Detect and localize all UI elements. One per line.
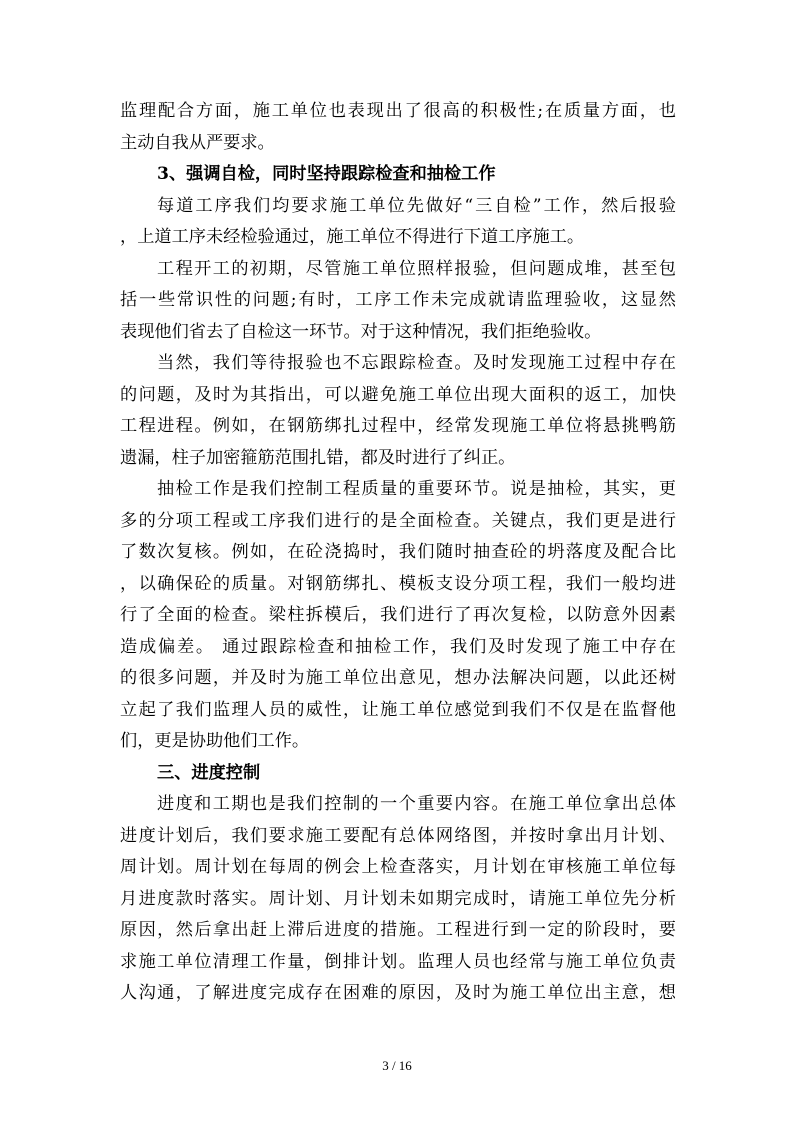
section-heading: 三、进度控制 <box>157 762 261 783</box>
text-line: 每道工序我们均要求施工单位先做好“三自检”工作，然后报验 <box>157 195 676 216</box>
text-line: ，以确保砼的质量。对钢筋绑扎、模板支设分项工程，我们一般均进 <box>120 573 676 594</box>
text-line: 原因，然后拿出赶上滞后进度的措施。工程进行到一定的阶段时，要 <box>120 920 676 940</box>
text-line: 周计划。周计划在每周的例会上检查落实，月计划在审核施工单位每 <box>120 857 676 877</box>
text-line: 求施工单位清理工作量，倒排计划。监理人员也经常与施工单位负责 <box>120 951 676 972</box>
page-number: 3 / 16 <box>382 1058 412 1073</box>
text-line: 进度计划后，我们要求施工要配有总体网络图，并按时拿出月计划、 <box>120 825 676 846</box>
text-line: 们，更是协助他们工作。 <box>120 731 310 751</box>
document-body <box>120 96 676 1010</box>
text-line: 多的分项工程或工序我们进行的是全面检查。关键点，我们更是进行 <box>120 510 676 531</box>
text-line: 主动自我从严要求。 <box>120 132 275 153</box>
text-line: 的问题，及时为其指出，可以避免施工单位出现大面积的返工，加快 <box>120 384 676 405</box>
text-line: 抽检工作是我们控制工程质量的重要环节。说是抽检，其实，更 <box>157 479 676 499</box>
text-line: 行了全面的检查。梁柱拆模后，我们进行了再次复检，以防意外因素 <box>120 605 676 625</box>
text-line: 工程进程。例如，在钢筋绑扎过程中，经常发现施工单位将悬挑鸭筋 <box>120 416 676 436</box>
text-line: 立起了我们监理人员的威性，让施工单位感觉到我们不仅是在监督他 <box>120 699 676 720</box>
text-line: 括一些常识性的问题;有时，工序工作未完成就请监理验收，这显然 <box>120 290 676 310</box>
text-line: 当然，我们等待报验也不忘跟踪检查。及时发现施工过程中存在 <box>157 353 676 373</box>
text-line: 工程开工的初期，尽管施工单位照样报验，但问题成堆，甚至包 <box>157 258 676 279</box>
text-line: 了数次复核。例如，在砼浇捣时，我们随时抽查砼的坍落度及配合比 <box>120 542 676 562</box>
text-line: 进度和工期也是我们控制的一个重要内容。在施工单位拿出总体 <box>157 794 676 814</box>
text-line: 遗漏，柱子加密箍筋范围扎错，都及时进行了纠正。 <box>120 447 516 468</box>
text-line: 监理配合方面，施工单位也表现出了很高的积极性;在质量方面，也 <box>120 101 676 121</box>
text-line: 月进度款时落实。周计划、月计划未如期完成时，请施工单位先分析 <box>120 888 676 909</box>
text-line: 人沟通，了解进度完成存在困难的原因，及时为施工单位出主意，想 <box>120 983 676 1003</box>
text-line: 造成偏差。 通过跟踪检查和抽检工作，我们及时发现了施工中存在 <box>120 636 676 657</box>
section-heading: 3、强调自检，同时坚持跟踪检查和抽检工作 <box>157 164 496 184</box>
text-line: 的很多问题，并及时为施工单位出意见，想办法解决问题，以此还树 <box>120 668 676 688</box>
text-line: 表现他们省去了自检这一环节。对于这种情况，我们拒绝验收。 <box>120 321 602 342</box>
text-line: ，上道工序未经检验通过，施工单位不得进行下道工序施工。 <box>120 227 585 247</box>
